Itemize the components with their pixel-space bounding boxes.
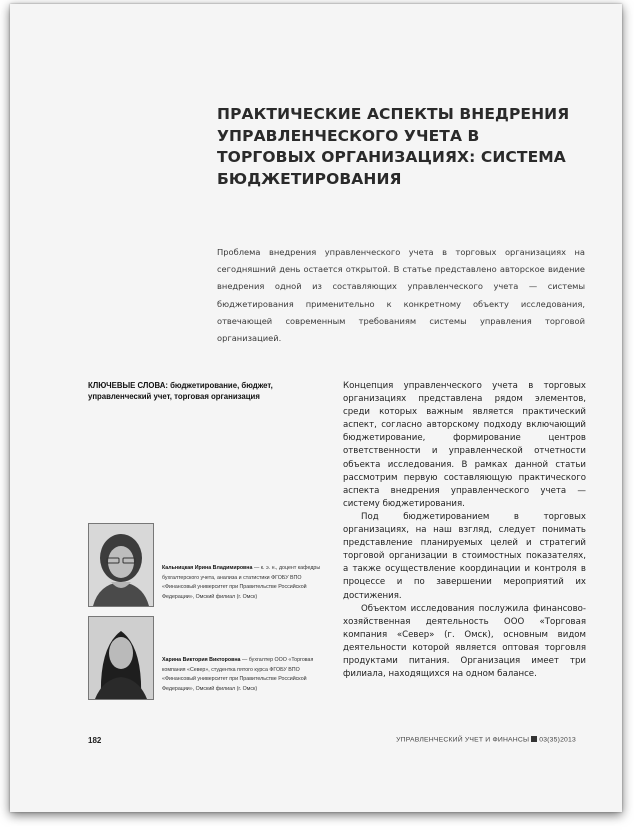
page-number: 182 bbox=[88, 736, 102, 745]
author-name: Харина Виктория Викторовна bbox=[162, 657, 241, 663]
journal-footer bbox=[396, 736, 576, 744]
body-paragraph: Объектом исследования послужила финансово-хозяйственная деятельность ООО «Торговая компания «Север» (г. Омск), основным видом деятельности которой является оптовая торговля продуктами питания. Организация имеет три филиала, находящихся на одном балансе. bbox=[343, 603, 586, 680]
journal-name: УПРАВЛЕНЧЕСКИЙ УЧЕТ И ФИНАНСЫ bbox=[396, 736, 530, 744]
issue-number: 03(35)2013 bbox=[539, 736, 576, 744]
keywords: КЛЮЧЕВЫЕ СЛОВА: бюджетирование, бюджет, управленческий учет, торговая организация bbox=[88, 381, 273, 401]
journal-page bbox=[10, 4, 622, 812]
author-bio bbox=[162, 656, 322, 694]
body-paragraph: Концепция управленческого учета в торговых организациях представлена рядом элементов, среди которых важным является практический аспект, согласно авторскому подходу включающий бюджетирование, формирование центров ответственности и управленческой отчетности объекта исследования. В рамках данной статьи рассмотрим первую составляющую практического аспекта внедрения управленческого учета — систему бюджетирования. bbox=[343, 381, 586, 509]
author-photo bbox=[88, 616, 154, 700]
article-abstract: Проблема внедрения управленческого учета в торговых организациях на сегодняшний день остается открытой. В статье представлено авторское видение внедрения одной из составляющих управленческого учета — системы бюджетирования применительно к конкретному объекту исследования, отвечающей современным требованиям системы управления торговой организацией. bbox=[217, 247, 585, 344]
square-icon bbox=[531, 736, 537, 742]
author-photo bbox=[88, 523, 154, 607]
body-paragraph: Под бюджетированием в торговых организациях, на наш взгляд, следует понимать представление планируемых целей и стратегий торговой организации в стоимостных показателях, а также осуществление координации и контроля в процессе и по завершении мероприятий их достижения. bbox=[343, 511, 586, 601]
author-description: — бухгалтер ООО «Торговая компания «Север», студентка пятого курса ФГОБУ ВПО «Финансовый университет при Правительстве Российской Федерации», Омский филиал (г. Омск) bbox=[162, 657, 314, 692]
author-name: Кальницкая Ирина Владимировна bbox=[162, 565, 253, 571]
author-description: — к. э. н., доцент кафедры бухгалтерского учета, анализа и статистики ФГОБУ ВПО «Финансовый университет при Правительстве Российской Федерации», Омский филиал (г. Омск) bbox=[162, 565, 321, 600]
article-body bbox=[343, 380, 586, 681]
article-title: ПРАКТИЧЕСКИЕ АСПЕКТЫ ВНЕДРЕНИЯ УПРАВЛЕНЧЕСКОГО УЧЕТА В ТОРГОВЫХ ОРГАНИЗАЦИЯХ: СИСТЕМА БЮДЖЕТИРОВАНИЯ bbox=[217, 105, 570, 188]
author-bio bbox=[162, 564, 322, 602]
